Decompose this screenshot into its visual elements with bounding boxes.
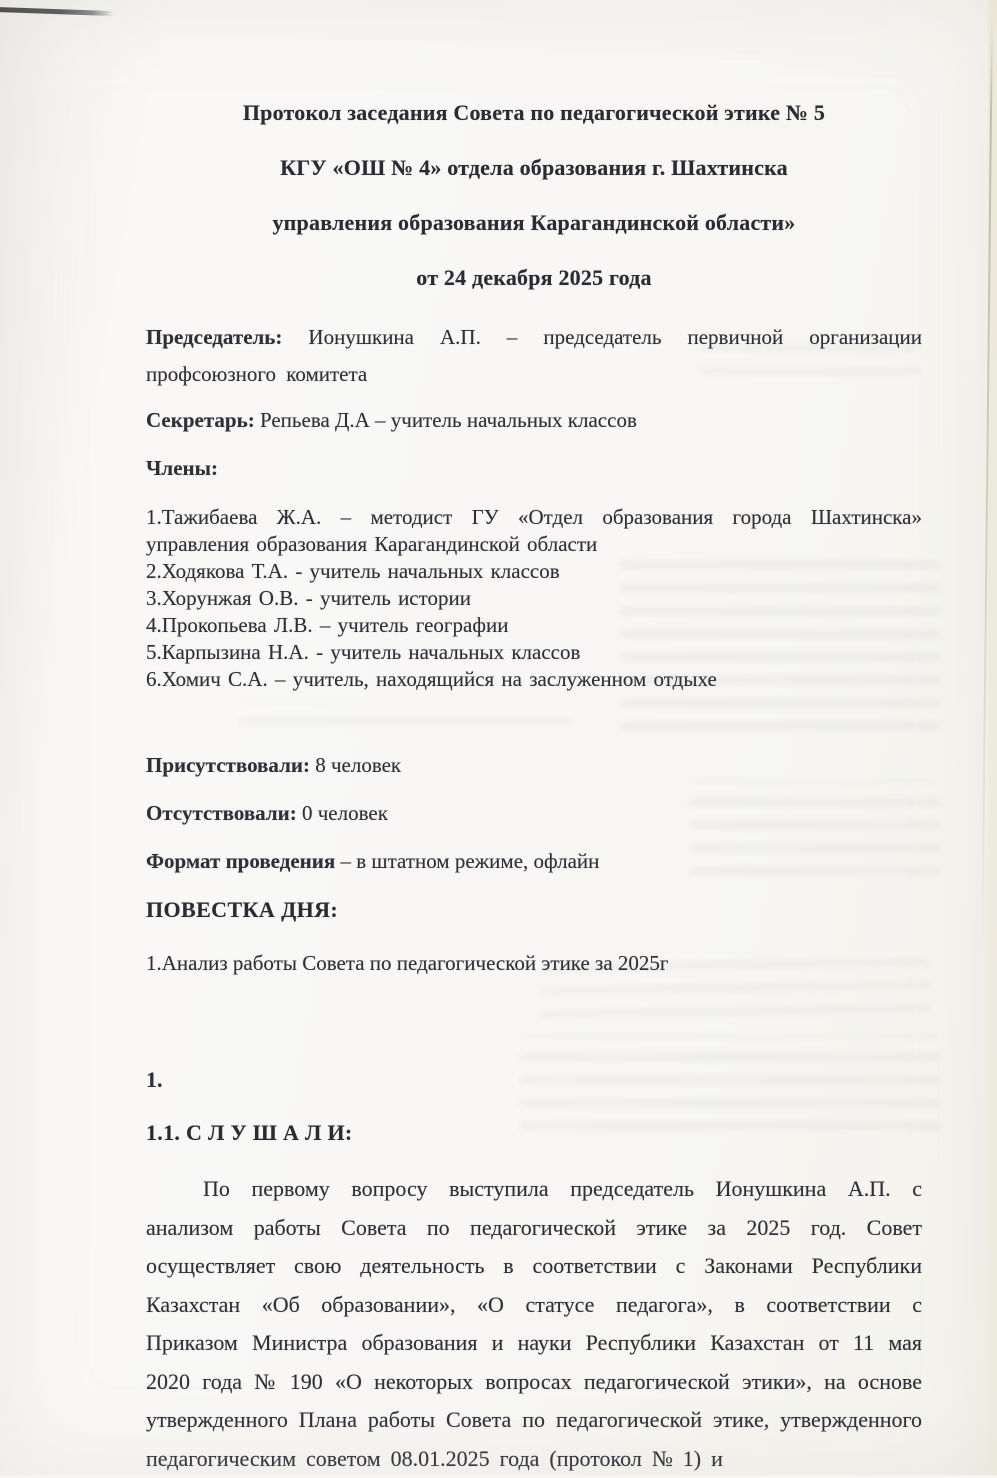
member-item-2: 2.Ходякова Т.А. - учитель начальных классов <box>146 559 560 583</box>
members-label: Члены: <box>146 456 219 480</box>
title-line-3: управления образования Карагандинской области» <box>272 210 796 235</box>
members-list <box>146 504 922 693</box>
section-number: 1. <box>146 1067 163 1092</box>
member-item-6: 6.Хомич С.А. – учитель, находящийся на заслуженном отдыхе <box>146 667 717 691</box>
title-line-4: от 24 декабря 2025 года <box>416 265 652 290</box>
absent-value: 0 человек <box>296 801 388 825</box>
member-item-4: 4.Прокопьева Л.В. – учитель географии <box>146 613 509 637</box>
chairman-line <box>146 319 922 393</box>
format-line <box>146 846 922 877</box>
present-value: 8 человек <box>309 753 402 777</box>
document-title <box>146 99 922 292</box>
agenda-heading: ПОВЕСТКА ДНЯ: <box>146 897 339 922</box>
present-line <box>146 750 922 781</box>
format-text: – в штатном режиме, офлайн <box>335 849 600 873</box>
title-line-2: КГУ «ОШ № 4» отдела образования г. Шахтинска <box>280 155 788 180</box>
title-line-1: Протокол заседания Совета по педагогической этике № 5 <box>242 100 826 125</box>
present-label: Присутствовали: <box>146 753 310 777</box>
absent-label: Отсутствовали: <box>146 801 297 825</box>
secretary-label: Секретарь: <box>146 408 255 432</box>
member-item-3: 3.Хорунжая О.В. - учитель истории <box>146 586 471 610</box>
chairman-label: Председатель: <box>146 325 283 349</box>
scan-artifact-line <box>0 7 114 16</box>
body-paragraph: По первому вопросу выступила председатель Ионушкина А.П. с анализом работы Совета по педагогической этике за 2025 год. Совет осуществляет свою деятельность в соответствии с Законами Республики Казахстан «Об образовании», «О статусе педагога», в соответствии с Приказом Министра образования и науки Республики Казахстан от 11 мая 2020 года № 190 «О некоторых вопросах педагогической этики», на основе утвержденного Плана работы Совета по педагогической этике, утвержденного педагогическим советом 08.01.2025 года (протокол № 1) и <box>146 1176 922 1471</box>
member-item-5: 5.Карпызина Н.А. - учитель начальных классов <box>146 640 581 664</box>
agenda-item-1: 1.Анализ работы Совета по педагогической этике за 2025г <box>146 951 669 975</box>
section-heading-slushali: 1.1. С Л У Ш А Л И: <box>146 1120 353 1145</box>
document-content <box>146 99 922 1478</box>
secretary-line <box>146 402 922 439</box>
chairman-text: Ионушкина А.П. – председатель первичной организации профсоюзного комитета <box>146 325 922 386</box>
format-label: Формат проведения <box>146 849 336 873</box>
member-item-1: 1.Тажибаева Ж.А. – методист ГУ «Отдел образования города Шахтинска» управления образования Карагандинской области <box>146 505 922 556</box>
secretary-text: Репьева Д.А – учитель начальных классов <box>254 408 637 432</box>
absent-line <box>146 798 922 829</box>
